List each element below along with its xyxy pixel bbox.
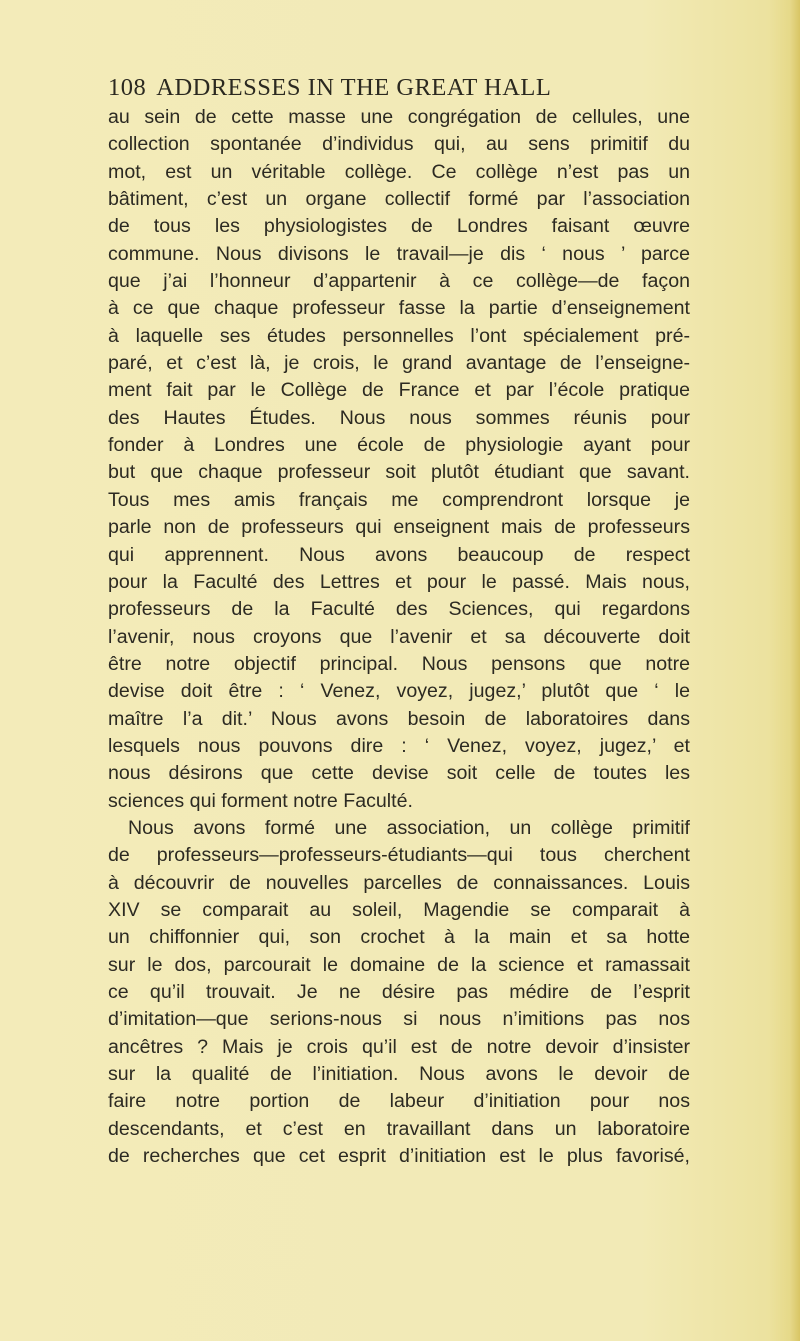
text-line: paré, et c’est là, je crois, le grand avantage de l’enseigne- [108,352,690,375]
running-title: ADDRESSES IN THE GREAT HALL [156,74,552,101]
text-line: professeurs de la Faculté des Sciences, qui regardons [108,598,690,621]
text-line: qui apprennent. Nous avons beaucoup de respect [108,543,690,566]
text-line: de professeurs—professeurs-étudiants—qui tous cherchent [108,844,690,867]
text-line: un chiffonnier qui, son crochet à la main et sa hotte [108,926,690,949]
text-line: à laquelle ses études personnelles l’ont spécialement pré- [108,324,690,347]
body-text [108,104,690,1170]
text-line: l’avenir, nous croyons que l’avenir et sa découverte doit [108,625,690,648]
text-line: de tous les physiologistes de Londres faisant œuvre [108,215,690,238]
text-line: parle non de professeurs qui enseignent mais de professeurs [108,516,690,539]
text-line: maître l’a dit.’ Nous avons besoin de laboratoires dans [108,707,690,730]
page-number: 108 [108,74,147,101]
text-line: ancêtres ? Mais je crois qu’il est de notre devoir d’insister [108,1035,690,1058]
text-line: nous désirons que cette devise soit celle de toutes les [108,762,690,785]
text-line: ce qu’il trouvait. Je ne désire pas médire de l’esprit [108,981,690,1003]
text-line: collection spontanée d’individus qui, au sens primitif du [108,133,690,156]
text-line: pour la Faculté des Lettres et pour le passé. Mais nous, [108,570,690,593]
page-edge [790,0,800,1341]
text-line: sur le dos, parcourait le domaine de la science et ramassait [108,953,690,976]
paragraph-start-line: Nous avons formé une association, un collège primitif [128,816,690,839]
text-line: ment fait par le Collège de France et par l’école pratique [108,379,690,402]
text-line: XIV se comparait au soleil, Magendie se comparait à [108,898,690,921]
text-line: but que chaque professeur soit plutôt étudiant que savant. [108,461,690,484]
text-line: Tous mes amis français me comprendront lorsque je [108,488,690,511]
text-line: mot, est un véritable collège. Ce collège n’est pas un [108,160,690,183]
text-line: fonder à Londres une école de physiologie ayant pour [108,434,690,457]
text-line: bâtiment, c’est un organe collectif formé par l’association [108,188,690,211]
text-line: descendants, et c’est en travaillant dans un laboratoire [108,1117,690,1140]
text-line: que j’ai l’honneur d’appartenir à ce collège—de façon [108,270,690,293]
text-line: faire notre portion de labeur d’initiation pour nos [108,1090,690,1113]
text-line: devise doit être : ‘ Venez, voyez, jugez,’ plutôt que ‘ le [108,680,690,703]
text-line: sur la qualité de l’initiation. Nous avons le devoir de [108,1063,690,1086]
text-line: d’imitation—que serions-nous si nous n’imitions pas nos [108,1008,690,1031]
text-line: à ce que chaque professeur fasse la partie d’enseignement [108,297,690,320]
text-line: commune. Nous divisons le travail—je dis ‘ nous ’ parce [108,242,690,265]
text-line: être notre objectif principal. Nous pensons que notre [108,652,690,675]
text-line: des Hautes Études. Nous nous sommes réunis pour [108,406,690,429]
text-line: à découvrir de nouvelles parcelles de connaissances. Louis [108,871,690,894]
paragraph-end-line: sciences qui forment notre Faculté. [108,789,413,812]
text-line: lesquels nous pouvons dire : ‘ Venez, voyez, jugez,’ et [108,734,690,757]
text-line: au sein de cette masse une congrégation de cellules, une [108,106,690,128]
text-line: de recherches que cet esprit d’initiation est le plus favorisé, [108,1145,690,1168]
running-header [108,74,688,102]
